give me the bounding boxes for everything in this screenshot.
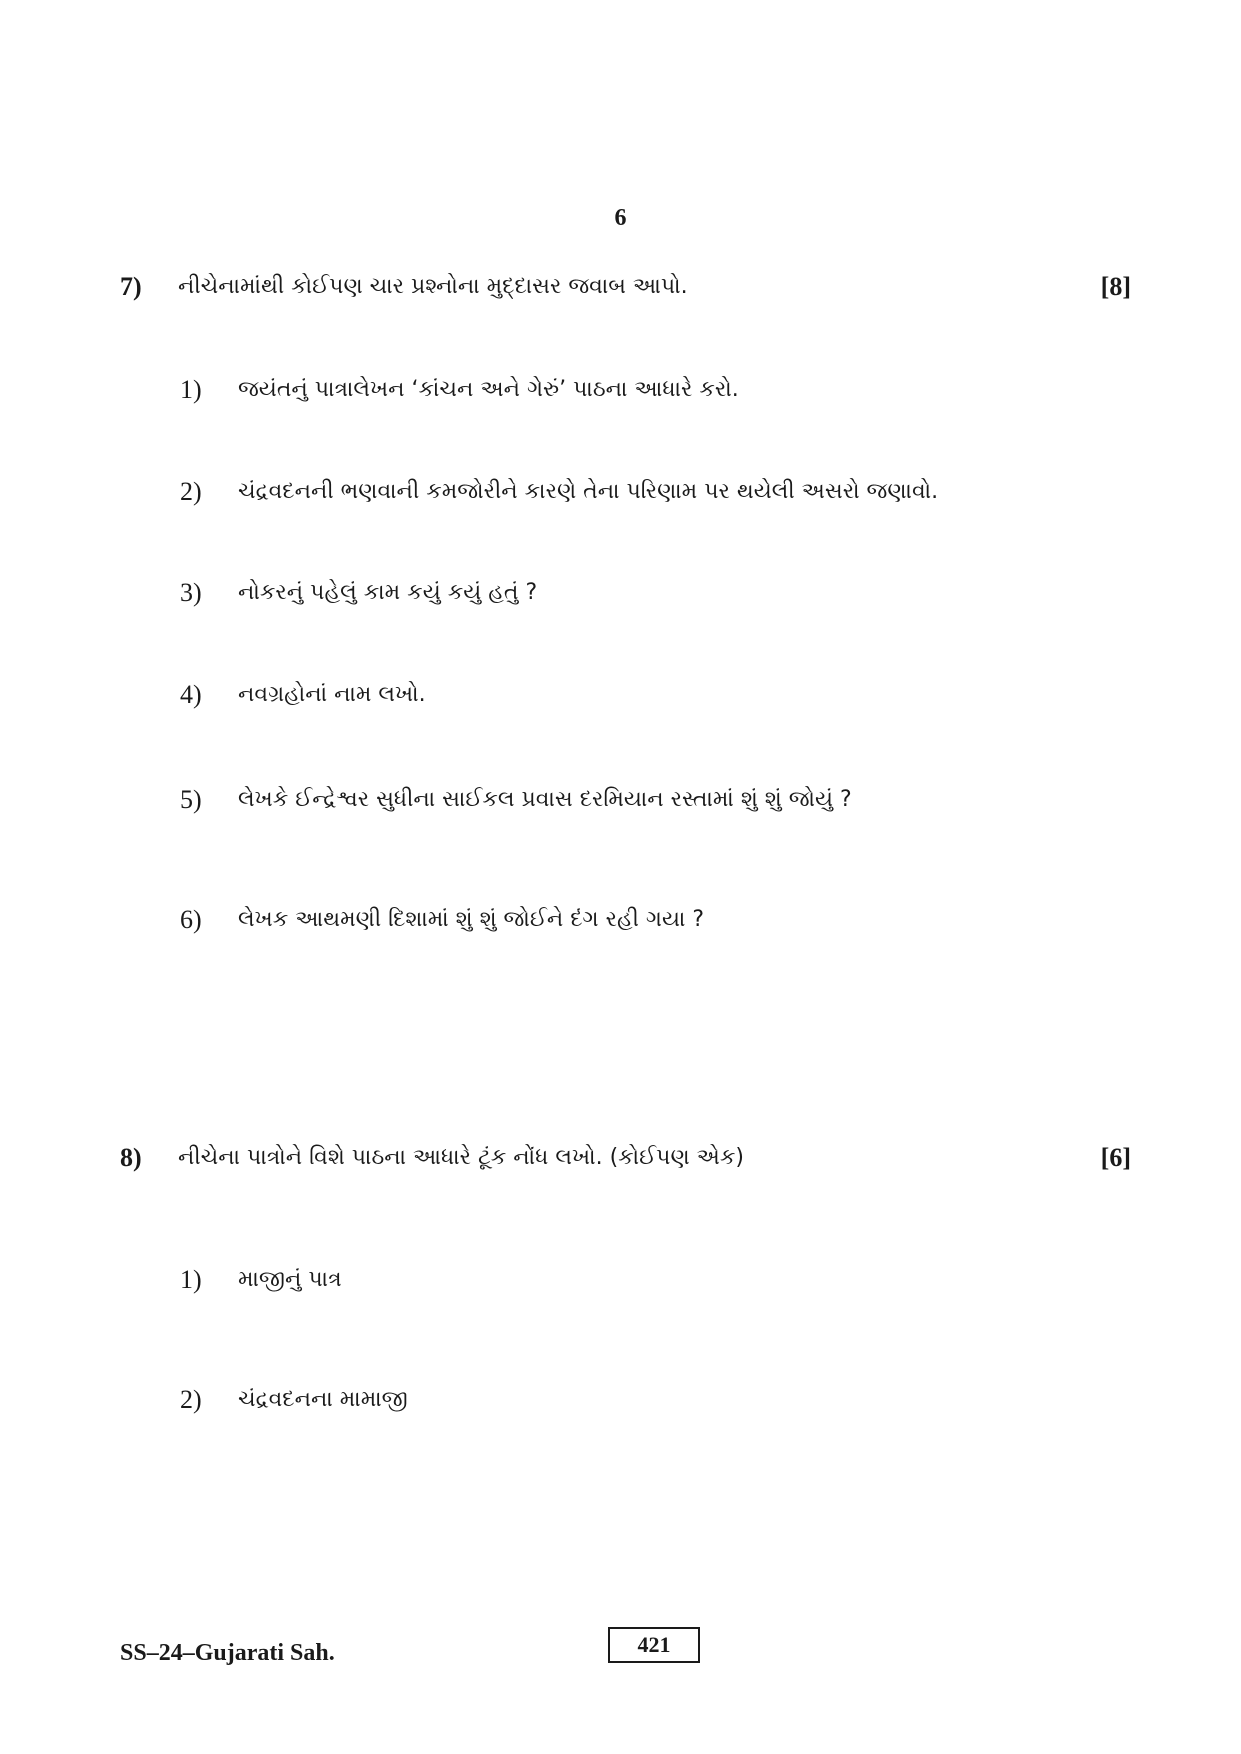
subquestion-number: 6) <box>180 905 202 934</box>
subquestion-number: 1) <box>180 375 202 404</box>
question-marks: [6] <box>1100 1143 1131 1172</box>
subquestion-number: 5) <box>180 785 202 814</box>
subquestion-number: 1) <box>180 1265 202 1294</box>
subquestion-number: 2) <box>180 477 202 506</box>
paper-code: SS–24–Gujarati Sah. <box>120 1640 335 1666</box>
question-text: નીચેનામાંથી કોઈપણ ચાર પ્રશ્નોના મુદ્દાસર જવાબ આપો. <box>178 274 688 299</box>
subquestion-text: જયંતનું પાત્રાલેખન ‘કાંચન અને ગેરું’ પાઠના આધારે કરો. <box>238 377 739 402</box>
subquestion-text: માજીનું પાત્ર <box>238 1267 342 1292</box>
subquestion-text: નોકરનું પહેલું કામ કયું કયું હતું ? <box>238 580 538 605</box>
question-number: 7) <box>120 272 142 301</box>
subquestion-text: લેખકે ઈન્દ્રેશ્વર સુધીના સાઈકલ પ્રવાસ દરમિયાન રસ્તામાં શું શું જોયું ? <box>238 787 852 812</box>
page-number: 6 <box>614 205 627 231</box>
subquestion-text: ચંદ્રવદનના મામાજી <box>238 1387 408 1412</box>
subquestion-number: 4) <box>180 680 202 709</box>
subquestion-number: 2) <box>180 1385 202 1414</box>
subquestion-text: નવગ્રહોનાં નામ લખો. <box>238 682 426 707</box>
boxed-page-id: 421 <box>608 1627 700 1663</box>
subquestion-text: ચંદ્રવદનની ભણવાની કમજોરીને કારણે તેના પરિણામ પર થયેલી અસરો જણાવો. <box>238 479 939 504</box>
question-text: નીચેના પાત્રોને વિશે પાઠના આધારે ટૂંક નોંધ લખો. (કોઈપણ એક) <box>178 1145 744 1170</box>
question-number: 8) <box>120 1143 142 1172</box>
subquestion-text: લેખક આથમણી દિશામાં શું શું જોઈને દંગ રહી ગયા ? <box>238 907 705 932</box>
subquestion-number: 3) <box>180 578 202 607</box>
question-marks: [8] <box>1100 272 1131 301</box>
